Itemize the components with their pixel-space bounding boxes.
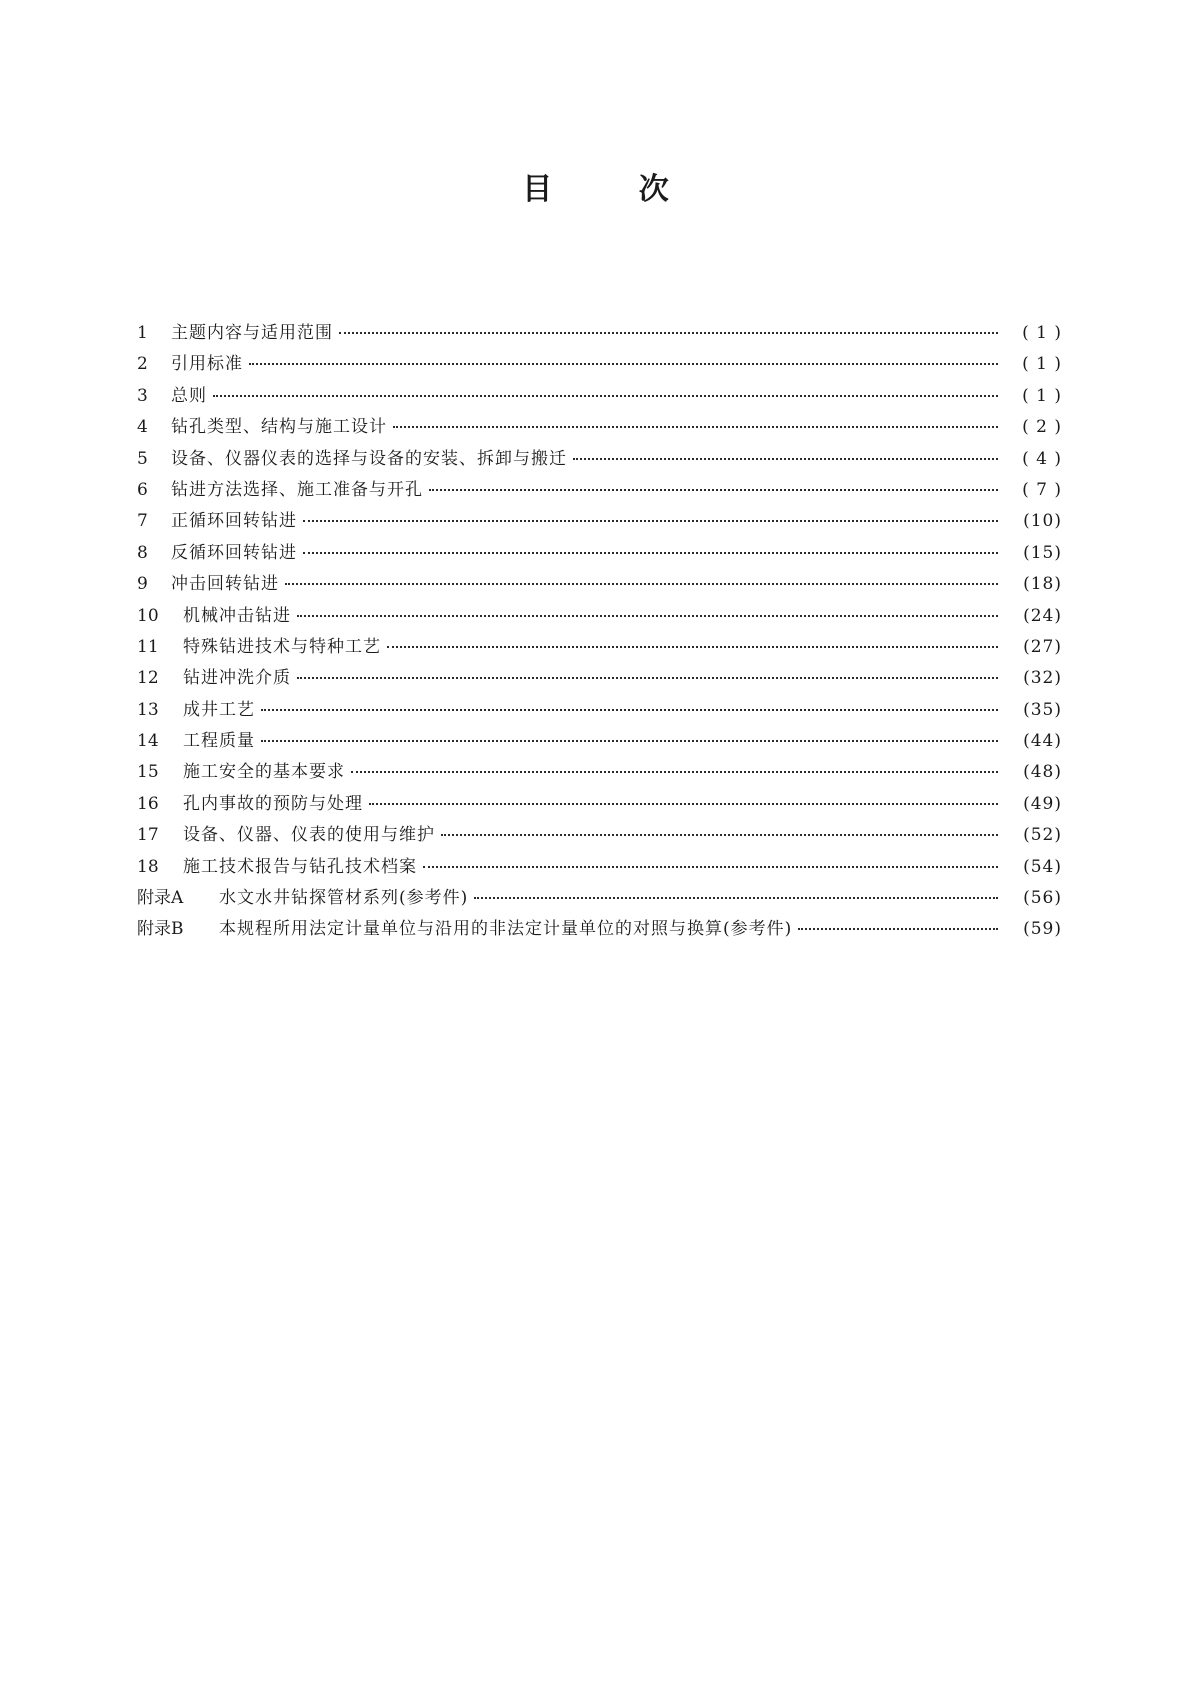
- toc-entry-page: ( 2 ): [1022, 417, 1062, 438]
- toc-entry-appendix-a[interactable]: [137, 883, 1062, 914]
- toc-entry-page: ( 4 ): [1022, 448, 1062, 469]
- toc-entry[interactable]: [137, 695, 1062, 726]
- toc-entry-page: (44): [1023, 731, 1062, 752]
- toc-entry[interactable]: [137, 852, 1062, 883]
- toc-entry-page: (48): [1023, 762, 1062, 783]
- toc-entry[interactable]: [137, 632, 1062, 663]
- toc-leader-dots: [474, 896, 998, 899]
- toc-entry-number: 4: [137, 417, 148, 438]
- toc-leader-dots: [339, 331, 998, 334]
- toc-entry[interactable]: [137, 726, 1062, 757]
- toc-entry-title: 引用标准: [171, 354, 243, 375]
- toc-entry[interactable]: [137, 349, 1062, 380]
- toc-entry-number: 11: [137, 636, 159, 657]
- toc-entry-page: ( 7 ): [1022, 479, 1062, 500]
- toc-entry-page: (56): [1023, 888, 1062, 909]
- toc-leader-dots: [573, 457, 998, 460]
- toc-leader-dots: [393, 425, 998, 428]
- toc-entry-title: 冲击回转钻进: [171, 574, 279, 595]
- toc-leader-dots: [303, 551, 998, 554]
- toc-entry-page: (15): [1023, 542, 1062, 563]
- toc-entry-title: 水文水井钻探管材系列(参考件): [219, 888, 469, 909]
- toc-entry-page: ( 1 ): [1022, 385, 1062, 406]
- toc-entry-number: 17: [137, 825, 159, 846]
- toc-entry-title: 钻孔类型、结构与施工设计: [171, 417, 387, 438]
- toc-entry-title: 反循环回转钻进: [171, 542, 297, 563]
- toc-entry-page: (27): [1023, 636, 1062, 657]
- toc-entry-title: 正循环回转钻进: [171, 511, 297, 532]
- toc-leader-dots: [261, 708, 998, 711]
- toc-entry-title: 工程质量: [183, 731, 255, 752]
- toc-leader-dots: [213, 394, 998, 397]
- toc-entry-title: 钻进冲洗介质: [183, 668, 291, 689]
- toc-entry[interactable]: [137, 820, 1062, 851]
- toc-leader-dots: [351, 770, 998, 773]
- toc-entry[interactable]: [137, 475, 1062, 506]
- toc-entry-number: 15: [137, 762, 159, 783]
- toc-entry-number: 12: [137, 668, 159, 689]
- toc-entry-number: 6: [137, 479, 148, 500]
- toc-entry-title: 设备、仪器仪表的选择与设备的安装、拆卸与搬迁: [171, 448, 567, 469]
- toc-entry[interactable]: [137, 412, 1062, 443]
- toc-leader-dots: [798, 927, 998, 930]
- toc-leader-dots: [387, 645, 998, 648]
- toc-entry-number: 18: [137, 856, 159, 877]
- toc-entry-title: 孔内事故的预防与处理: [183, 793, 363, 814]
- toc-entry[interactable]: [137, 318, 1062, 349]
- toc-leader-dots: [261, 739, 998, 742]
- toc-leader-dots: [369, 802, 998, 805]
- toc-entry-page: ( 1 ): [1022, 354, 1062, 375]
- toc-entry-title: 施工安全的基本要求: [183, 762, 345, 783]
- toc-entry[interactable]: [137, 444, 1062, 475]
- toc-entry-number: 16: [137, 793, 159, 814]
- toc-entry-appendix-b[interactable]: [137, 914, 1062, 945]
- toc-entry-page: (32): [1023, 668, 1062, 689]
- toc-entry[interactable]: [137, 663, 1062, 694]
- toc-entry-number: 1: [137, 323, 148, 343]
- toc-entry[interactable]: [137, 538, 1062, 569]
- title-char-1: 目: [522, 172, 553, 207]
- toc-entry-title: 施工技术报告与钻孔技术档案: [183, 856, 417, 877]
- toc-entry-number: 5: [137, 448, 148, 469]
- toc-entry-title: 钻进方法选择、施工准备与开孔: [171, 479, 423, 500]
- title-char-2: 次: [638, 172, 669, 207]
- toc-entry-title: 成井工艺: [183, 699, 255, 720]
- toc-entry-page: (10): [1023, 511, 1062, 532]
- toc-entry-page: (52): [1023, 825, 1062, 846]
- page-title: [0, 172, 1191, 208]
- toc-entry[interactable]: [137, 381, 1062, 412]
- toc-entry-title: 特殊钻进技术与特种工艺: [183, 636, 381, 657]
- toc-entry-number: 8: [137, 542, 148, 563]
- toc-entry[interactable]: [137, 569, 1062, 600]
- toc-leader-dots: [441, 833, 998, 836]
- toc-entry-number: 2: [137, 354, 148, 375]
- toc-leader-dots: [249, 362, 998, 365]
- toc-entry-page: (54): [1023, 856, 1062, 877]
- toc-leader-dots: [423, 865, 998, 868]
- toc-entry-number: 10: [137, 605, 159, 626]
- toc-entry[interactable]: [137, 757, 1062, 788]
- toc-entry-title: 本规程所用法定计量单位与沿用的非法定计量单位的对照与换算(参考件): [219, 919, 793, 940]
- toc-entry-number: 7: [137, 511, 148, 532]
- toc-entry-number: 附录A: [137, 888, 184, 909]
- table-of-contents: [137, 318, 1062, 946]
- toc-leader-dots: [297, 614, 998, 617]
- toc-entry-page: (35): [1023, 699, 1062, 720]
- toc-entry-number: 附录B: [137, 919, 184, 940]
- toc-leader-dots: [297, 676, 998, 679]
- toc-entry-page: (18): [1023, 574, 1062, 595]
- toc-entry-number: 14: [137, 731, 159, 752]
- toc-entry-page: (24): [1023, 605, 1062, 626]
- toc-entry-title: 设备、仪器、仪表的使用与维护: [183, 825, 435, 846]
- toc-entry[interactable]: [137, 789, 1062, 820]
- toc-entry[interactable]: [137, 601, 1062, 632]
- toc-entry-title: 机械冲击钻进: [183, 605, 291, 626]
- toc-leader-dots: [303, 519, 998, 522]
- toc-entry-number: 3: [137, 385, 148, 406]
- toc-entry-page: ( 1 ): [1022, 323, 1062, 343]
- toc-entry-number: 9: [137, 574, 148, 595]
- toc-entry-title: 总则: [171, 385, 207, 406]
- toc-leader-dots: [429, 488, 998, 491]
- toc-entry-page: (49): [1023, 793, 1062, 814]
- toc-leader-dots: [285, 582, 998, 585]
- toc-entry[interactable]: [137, 506, 1062, 537]
- toc-entry-page: (59): [1023, 919, 1062, 940]
- toc-entry-title: 主题内容与适用范围: [171, 323, 333, 343]
- toc-entry-number: 13: [137, 699, 159, 720]
